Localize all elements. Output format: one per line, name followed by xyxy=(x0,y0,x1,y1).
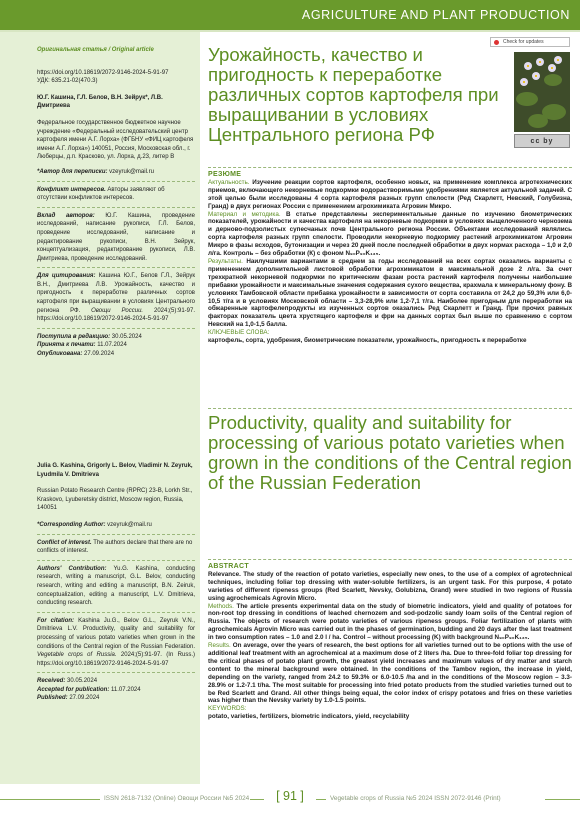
ru-affiliation: Федеральное государственное бюджетное научное учреждение «Федеральный исследовательский центр картофеля имени А.Г. Лорха» (ФГБНУ «ФИЦ картофеля имени А.Г. Лорха») 140051, Россия, Московская обл., г. Люберцы, д.п. Красково, ул. Лорха, д.23, литер В xyxy=(37,119,194,161)
en-methods-formula: N₉₀P₉₀K₁₃₅. xyxy=(494,634,530,642)
ru-accepted-label: Принята к печати: xyxy=(37,342,96,349)
en-abstract xyxy=(208,563,572,721)
footer-rule-left xyxy=(0,799,100,800)
en-authors: Julia G. Kashina, Grigorly L. Belov, Vladimir N. Zeyruk, Lyudmila V. Dmitrieva xyxy=(37,463,193,478)
ru-relevance-label: Актуальность. xyxy=(208,178,250,186)
page-footer xyxy=(0,786,580,820)
leaf-shape xyxy=(544,74,562,86)
flower-shape xyxy=(524,62,532,70)
section-header xyxy=(0,0,580,30)
en-relevance-text: Relevance. The study of the reaction of potato varieties, especially new ones, to the use of a complex of agrotechnical techniques, including foliar top dressing with water-soluble fertilizers, is an urgent task. For this purpose, 4 potato varieties of different ripeness groups (Red Scarlett, Nevsky, Golubizna, Grand) were studied in two regions of Russia using agrochemicals Agrovin Micro. xyxy=(208,570,572,602)
ru-corr-email[interactable]: vzeyruk@mail.ru xyxy=(109,168,154,175)
ru-cite-label: Для цитирования: xyxy=(37,273,96,280)
ru-results-text: Наилучшими вариантами в среднем за годы исследований на всех сортах оказались варианты с применением дополнительной листовой обработки агрохимикатом в максимальной дозе 2 л/га. За счет трехкратной некорневой подкормки по критическим фазам роста растений картофеля получены наибольшие прибавки урожайности и максимальные значения содержания сухого вещества, крахмала к минеральному фону. В условиях Тамбовской области прибавка урожайности в зависимости от сорта составила от 24,2 до 59,3% или 6,0-10,5 т/га и в условиях Московской области – 3,3-28,9% или 1,2-7,1 т/га. Наиболее пригодным для переработки на обжаренные картофелепродукты из изученных сортов оказались Ред Скарлетт и Гранд. При прочих равных факторах показатель цвета хрустящего картофеля и фри на данных сортах был выше по сравнению с сортом Невский на 1,0-1,5 балла. xyxy=(208,257,573,329)
ru-conflict-text: Авторы заявляют об отсутствии конфликтов интересов. xyxy=(37,186,165,202)
ru-results-label: Результаты. xyxy=(208,257,243,265)
footer-rule-mid-right xyxy=(316,799,326,800)
en-article-meta xyxy=(37,462,195,703)
en-section-divider xyxy=(208,408,572,409)
en-abstract-divider xyxy=(208,559,572,560)
en-cite-journal: Vegetable crops of Russia. xyxy=(37,652,117,659)
en-abstract-heading: ABSTRACT xyxy=(208,563,249,570)
cc-by-license-icon[interactable]: cc by xyxy=(514,134,570,148)
en-results-text: On average, over the years of research, the best options for all varieties turned out to be options with the use of additional leaf treatment with an agrochemical at a maximum dose of 2 liters /ha. Due to three-fold foliar top dressing for the critical phases of potato plant growth, the greatest yield increases and maximum values of dry matter and starch content to the mineral background were obtained. In the conditions of the Tambov region, the increase in yield, depending on the variety, ranged from 24.2 to 59.3% or 6.0-10.5 /ha and in the conditions of the Moscow region – 3.3-28.9% or 1.2-7.1 t/ha. The most suitable for processing into fried potato products from the studied varieties turned out to be Red Scarlett and Grand. All other things being equal, the color index of crispy potatoes and fries on these varieties was higher than the Nevsky variety by 1.0-1.5 points. xyxy=(208,642,572,705)
ru-keywords-text: картофель, сорта, удобрения, биометрические показатели, урожайность, пригодность к переработке xyxy=(208,337,527,345)
page-number: [ 91 ] xyxy=(276,789,304,803)
en-keywords-text: potato, varieties, fertilizers, biometric indicators, yield, recyclability xyxy=(208,713,410,721)
flower-shape xyxy=(554,56,562,64)
flower-shape xyxy=(536,58,544,66)
ru-methods-text: В статье представлены экспериментальные данные по изучению биометрических показателей, урожайности и качества картофеля на некорневые подкормки в условиях выщелоченного чернозема и дерново-подзолистых супесчаных почв Центрального региона России. Объектами исследований являлись сорта картофеля разных групп спелости. Проводили некорневую подкормку растений агрохимикатом Агровин Микро в фазы всходов, бутонизации и через 20 дней после последней обработки в двух нормах расхода – 1,0 и 2,0 л/га. Контроль – без обработки (К) с фоном xyxy=(208,210,573,258)
en-keywords-label: KEYWORDS: xyxy=(208,705,247,713)
en-accepted-date: 11.07.2024 xyxy=(111,686,141,693)
en-conflict-text: The authors declare that there are no conflicts of interest. xyxy=(37,539,193,555)
section-title: AGRICULTURE AND PLANT PRODUCTION xyxy=(301,8,570,22)
en-methods-label: Methods. xyxy=(208,602,234,610)
en-received-date: 30.05.2024 xyxy=(67,678,98,685)
en-corr-email[interactable]: vzeyruk@mail.ru xyxy=(107,521,152,528)
ru-contrib-label: Вклад авторов: xyxy=(37,212,95,219)
ru-abstract-divider xyxy=(208,167,572,168)
en-affiliation: Russian Potato Research Centre (RPRC) 23-B, Lorkh Str., Kraskovo, Lyuberetsky district, Moscow region, Russia, 140051 xyxy=(37,488,193,512)
en-received-label: Received: xyxy=(37,678,66,685)
en-accepted-label: Accepted for publication: xyxy=(37,686,110,693)
ru-published-label: Опубликована: xyxy=(37,351,83,358)
flower-shape xyxy=(532,72,540,80)
ru-doi-link[interactable]: https://doi.org/10.18619/2072-9146-2024-5-91-97 xyxy=(37,69,169,76)
ru-udk: УДК: 635.21-02(470.3) xyxy=(37,78,98,85)
ru-contrib-text: Ю.Г. Кашина, проведение исследований, написание рукописи, Г.Л. Белов, проведение исследований, написание и редактирование рукописи, В.Н. Зейрук, концептуализация, редактирование рукописи, Л.В. Дмитриева, проведение исследований. xyxy=(37,212,195,262)
en-cite-text: Kashina Ju.G., Belov G.L., Zeyruk V.N., Dmitrieva L.V. Productivity, quality and suitability for processing of various potato varieties when grown in the conditions of the Central region of the Russian Federation. xyxy=(37,617,195,650)
ru-keywords-label: КЛЮЧЕВЫЕ СЛОВА: xyxy=(208,329,270,337)
footer-left-text: ISSN 2618-7132 (Online) Овощи России №5 2024 xyxy=(104,795,250,802)
en-cite-tail[interactable]: 2024;(5):91-97. (In Russ.) https://doi.org/10.18619/2072-9146-2024-5-91-97 xyxy=(37,652,196,667)
ru-article-meta xyxy=(37,46,195,359)
en-contrib-text: Yu.G. Kashina, conducting research, writing a manuscript, G.L. Belov, conducting research, writing and editing a manuscript, B.N. Zeiruk, conceptualization, editing a manuscript, L.V. Dmitrieva, conducting research. xyxy=(37,565,196,607)
ru-abstract-heading: РЕЗЮМЕ xyxy=(208,171,242,178)
en-methods-text: The article presents experimental data on the study of biometric indicators, yield and quality of potatoes for non-root top dressing in conditions of leached chernozem and sod-podzolic sandy loam soils of the Central region of Russia. The objects of research were potato varieties of various ripeness groups. Foliar fertilization of plants with agrochemicals Agrovin Micro was carried out in the phases of germination, budding and 20 days after the last treatment in two consumption rates – 1.0 and 2.0 l / ha. Control – without processing (K) with background xyxy=(208,602,572,642)
en-corr-label: *Corresponding Author: xyxy=(37,521,106,528)
footer-right-text: Vegetable crops of Russia №5 2024 ISSN 2072-9146 (Print) xyxy=(330,795,501,802)
ru-conflict-label: Конфликт интересов. xyxy=(37,186,106,193)
flower-shape xyxy=(548,64,556,72)
en-published-label: Published: xyxy=(37,695,68,702)
ru-relevance-text: Изучение реакции сортов картофеля, особенно новых, на применение комплекса агротехнических приемов, включающего некорневые подкормки водорастворимыми удобрениями является актуальной задачей. С этой целью были исследованы 4 сорта картофеля разных групп спелости (Ред Скарлетт, Невский, Голубизна, Гранд) в двух регионах России с применением агрохимиката Агровин Микро. xyxy=(208,178,572,210)
ru-corr-label: *Автор для переписки: xyxy=(37,168,108,175)
ru-received-label: Поступила в редакцию: xyxy=(37,333,111,340)
ru-methods-label: Материал и методика. xyxy=(208,210,281,218)
ru-cite-tail[interactable]: 2024;(5):91-97. https://doi.org/10.18619/2072-9146-2024-5-91-97 xyxy=(37,307,196,323)
potato-plant-image xyxy=(514,52,570,132)
ru-cite-journal: Овощи России. xyxy=(91,307,144,314)
en-article-title: Productivity, quality and suitability for processing of various potato varieties when grown in the conditions of the Central region of the Russian Federation xyxy=(208,412,572,493)
en-contrib-label: Authors' Contribution: xyxy=(37,565,107,572)
ru-received-date: 30.05.2024 xyxy=(111,333,142,340)
en-cite-label: For citation: xyxy=(37,617,75,624)
en-conflict-label: Conflict of interest. xyxy=(37,539,92,546)
ru-cite-text: Кашина Ю.Г., Белов Г.Л., Зейрук В.Н., Дмитриева Л.В. Урожайность, качество и пригодность к переработке различных сортов картофеля при выращивании в условиях Центрального региона РФ. xyxy=(37,273,195,314)
en-published-date: 27.09.2024 xyxy=(69,695,100,702)
ru-article-title: Урожайность, качество и пригодность к переработке различных сортов картофеля при выращивании в условиях Центрального региона РФ xyxy=(208,44,499,145)
article-type: Оригинальная статья / Original article xyxy=(37,47,154,53)
flower-shape xyxy=(520,78,528,86)
ru-accepted-date: 11.07.2024 xyxy=(97,342,127,349)
check-updates-badge[interactable]: Check for updates xyxy=(490,37,570,47)
ru-authors: Ю.Г. Кашина, Г.Л. Белов, В.Н. Зейрук*, Л.В. Дмитриева xyxy=(37,94,163,110)
en-results-label: Results. xyxy=(208,642,231,650)
ru-published-date: 27.09.2024 xyxy=(84,351,115,358)
leaf-shape xyxy=(528,114,548,128)
leaf-shape xyxy=(516,92,538,106)
ru-methods-formula: N₉₀P₉₀K₁₃₅. xyxy=(345,250,381,258)
footer-rule-mid-left xyxy=(250,799,264,800)
ru-abstract xyxy=(208,171,572,345)
footer-rule-right xyxy=(545,799,580,800)
